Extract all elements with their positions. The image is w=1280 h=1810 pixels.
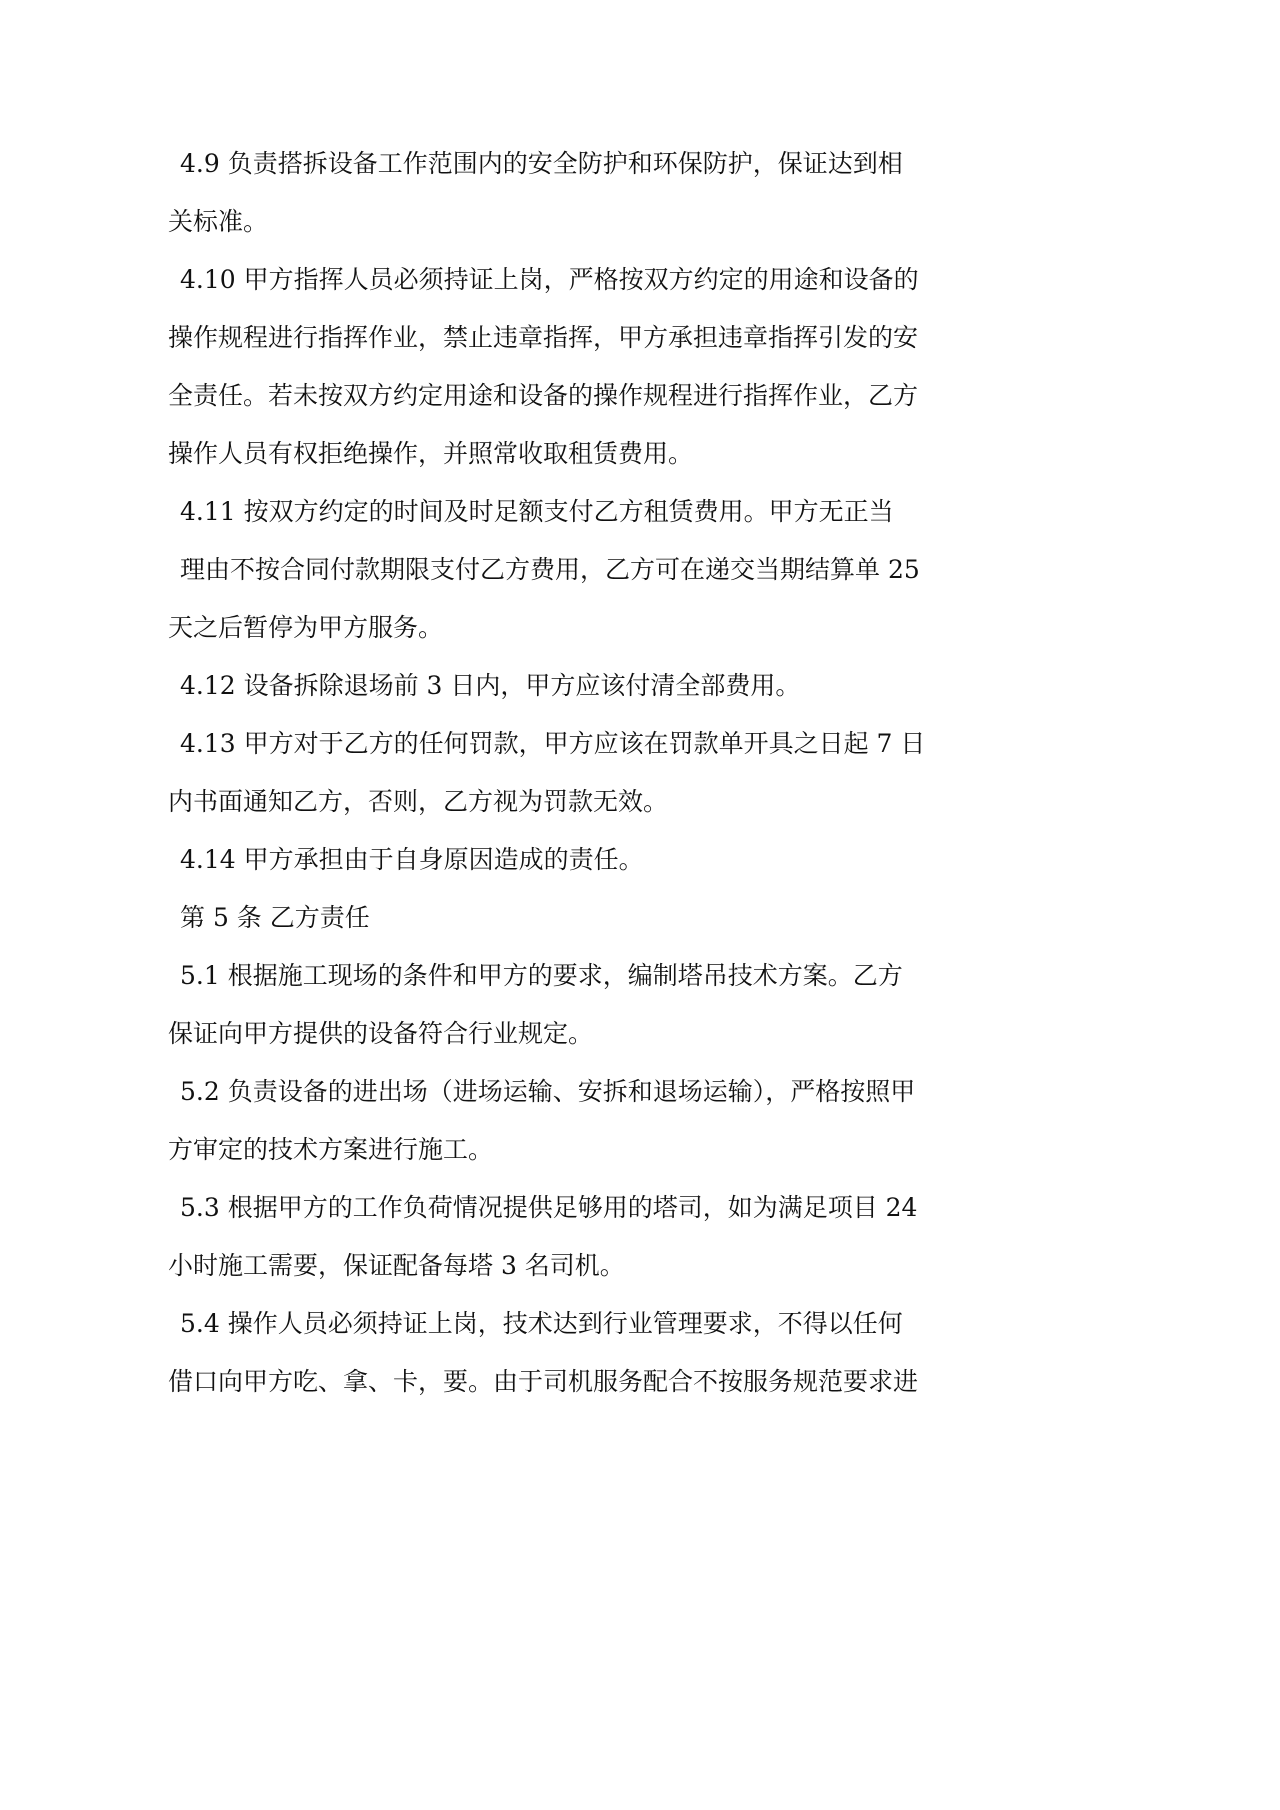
text-line: 4.10 甲方指挥人员必须持证上岗，严格按双方约定的用途和设备的 xyxy=(180,265,919,294)
text-line: 4.9 负责搭拆设备工作范围内的安全防护和环保防护，保证达到相 xyxy=(180,149,903,178)
section-heading: 第 5 条 乙方责任 xyxy=(180,903,370,932)
text-line: 5.2 负责设备的进出场（进场运输、安拆和退场运输），严格按照甲 xyxy=(180,1077,916,1106)
text-line: 4.11 按双方约定的时间及时足额支付乙方租赁费用。甲方无正当 xyxy=(180,497,894,526)
text-line: 内书面通知乙方，否则，乙方视为罚款无效。 xyxy=(168,787,669,816)
text-line: 5.4 操作人员必须持证上岗，技术达到行业管理要求，不得以任何 xyxy=(180,1309,903,1338)
text-line: 5.3 根据甲方的工作负荷情况提供足够用的塔司，如为满足项目 24 xyxy=(180,1193,918,1222)
text-line: 4.13 甲方对于乙方的任何罚款，甲方应该在罚款单开具之日起 7 日 xyxy=(180,729,926,758)
text-line: 理由不按合同付款期限支付乙方费用，乙方可在递交当期结算单 25 xyxy=(180,555,920,584)
text-line: 操作规程进行指挥作业，禁止违章指挥，甲方承担违章指挥引发的安 xyxy=(168,323,919,352)
text-line: 小时施工需要，保证配备每塔 3 名司机。 xyxy=(168,1251,625,1280)
text-line: 关标准。 xyxy=(168,207,269,236)
text-line: 借口向甲方吃、拿、卡，要。由于司机服务配合不按服务规范要求进 xyxy=(168,1367,919,1396)
text-line: 保证向甲方提供的设备符合行业规定。 xyxy=(168,1019,594,1048)
text-line: 4.12 设备拆除退场前 3 日内，甲方应该付清全部费用。 xyxy=(180,671,801,700)
text-line: 4.14 甲方承担由于自身原因造成的责任。 xyxy=(180,845,644,874)
text-line: 操作人员有权拒绝操作，并照常收取租赁费用。 xyxy=(168,439,694,468)
text-line: 5.1 根据施工现场的条件和甲方的要求，编制塔吊技术方案。乙方 xyxy=(180,961,903,990)
text-line: 天之后暂停为甲方服务。 xyxy=(168,613,444,642)
text-line: 全责任。若未按双方约定用途和设备的操作规程进行指挥作业，乙方 xyxy=(168,381,919,410)
text-line: 方审定的技术方案进行施工。 xyxy=(168,1135,494,1164)
